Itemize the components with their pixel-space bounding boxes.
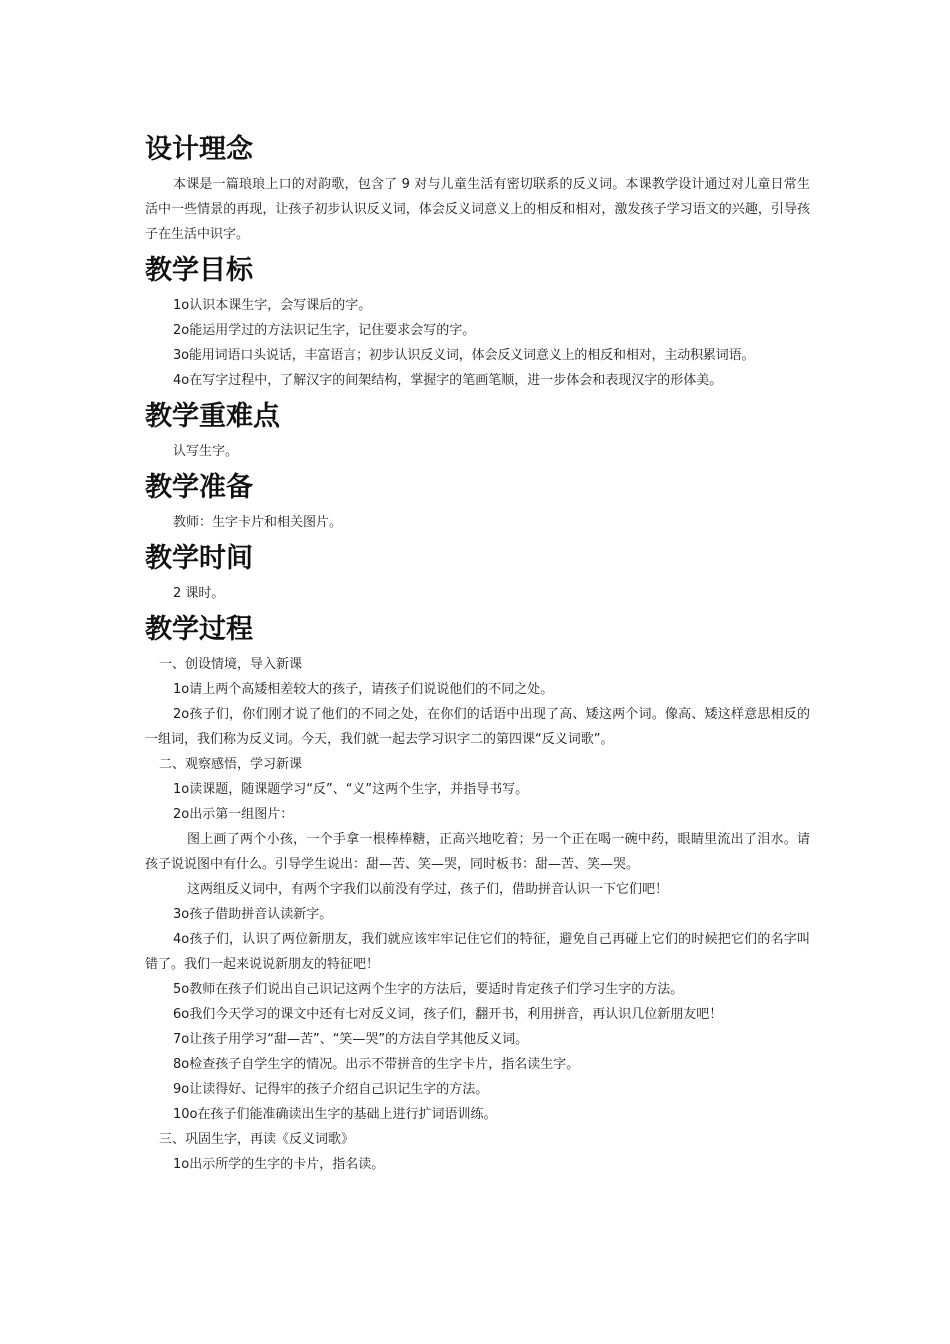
document-page: [145, 130, 810, 1177]
part2-item-5: 5o教师在孩子们说出自己识记这两个生字的方法后，要适时肯定孩子们学习生字的方法。: [173, 982, 684, 997]
process-part2-heading: 二、观察感悟，学习新课: [159, 757, 303, 772]
process-part3-heading: 三、巩固生字，再读《反义词歌》: [159, 1132, 355, 1147]
part1-item-1: 1o请上两个高矮相差较大的孩子，请孩子们说说他们的不同之处。: [173, 682, 554, 697]
goal-item-1: 1o认识本课生字，会写课后的字。: [173, 298, 372, 313]
design-paragraph: 本课是一篇琅琅上口的对韵歌，包含了 9 对与儿童生活有密切联系的反义词。本课教学设计通过对儿童日常生活中一些情景的再现，让孩子初步认识反义词，体会反义词意义上的相反和相对，激发孩子学习语文的兴趣，引导孩子在生活中识字。: [145, 177, 810, 242]
goal-item-2: 2o能运用学过的方法识记生字，记住要求会写的字。: [173, 323, 476, 338]
part2-item-10: 10o在孩子们能准确读出生字的基础上进行扩词语训练。: [173, 1107, 497, 1122]
part1-item-2: 2o孩子们，你们刚才说了他们的不同之处，在你们的话语中出现了高、矮这两个词。像高、矮这样意思相反的一组词，我们称为反义词。今天，我们就一起去学习识字二的第四课“反义词歌”。: [145, 707, 810, 747]
section-title-time: 教学时间: [145, 543, 253, 574]
section-title-goals: 教学目标: [145, 255, 253, 286]
section-title-process: 教学过程: [145, 614, 253, 645]
goal-item-4: 4o在写字过程中，了解汉字的间架结构，掌握字的笔画笔顺，进一步体会和表现汉字的形体美。: [173, 373, 723, 388]
part2-item-2: 2o出示第一组图片：: [173, 807, 294, 822]
part2-sub-paragraph-2: 这两组反义词中，有两个字我们以前没有学过，孩子们，借助拼音认识一下它们吧！: [187, 882, 669, 897]
prep-paragraph: 教师：生字卡片和相关图片。: [173, 515, 343, 530]
time-paragraph: 2 课时。: [173, 586, 225, 601]
process-part1-heading: 一、创设情境，导入新课: [159, 657, 303, 672]
part3-item-1: 1o出示所学的生字的卡片，指名读。: [173, 1157, 385, 1172]
goal-item-3: 3o能用词语口头说话，丰富语言；初步认识反义词，体会反义词意义上的相反和相对，主动积累词语。: [173, 348, 755, 363]
section-title-prep: 教学准备: [145, 472, 253, 503]
part2-item-7: 7o让孩子用学习“甜—苦”、“笑—哭”的方法自学其他反义词。: [173, 1032, 529, 1047]
part2-item-8: 8o检查孩子自学生字的情况。出示不带拼音的生字卡片，指名读生字。: [173, 1057, 580, 1072]
section-title-keypoints: 教学重难点: [145, 401, 280, 432]
part2-item-9: 9o让读得好、记得牢的孩子介绍自己识记生字的方法。: [173, 1082, 489, 1097]
keypoints-paragraph: 认写生字。: [173, 444, 239, 459]
part2-item-4: 4o孩子们，认识了两位新朋友，我们就应该牢牢记住它们的特征，避免自己再碰上它们的时候把它们的名字叫错了。我们一起来说说新朋友的特征吧！: [145, 932, 810, 972]
part2-item-3: 3o孩子借助拼音认读新字。: [173, 907, 333, 922]
section-title-design: 设计理念: [145, 134, 253, 165]
part2-sub-paragraph-1: 图上画了两个小孩，一个手拿一根棒棒糖，正高兴地吃着；另一个正在喝一碗中药，眼睛里流出了泪水。请孩子说说图中有什么。引导学生说出：甜—苦、笑—哭，同时板书：甜—苦、笑—哭。: [145, 832, 810, 872]
part2-item-6: 6o我们今天学习的课文中还有七对反义词，孩子们，翻开书，利用拼音，再认识几位新朋友吧！: [173, 1007, 723, 1022]
part2-item-1: 1o读课题，随课题学习“反”、“义”这两个生字，并指导书写。: [173, 782, 529, 797]
